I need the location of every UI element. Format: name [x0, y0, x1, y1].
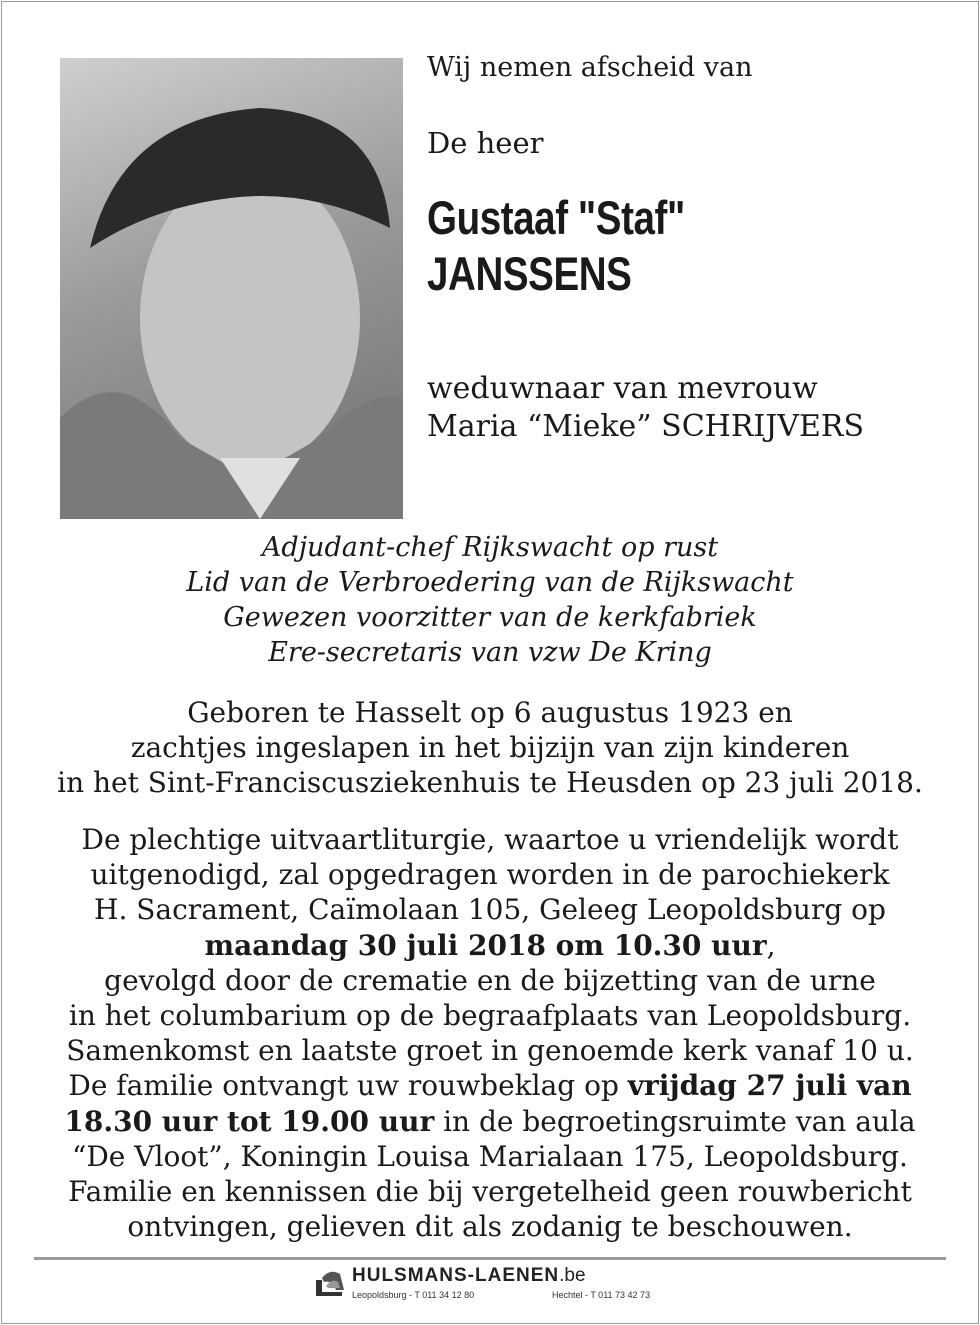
deceased-name: [427, 190, 685, 302]
visitation-time: 18.30 uur tot 19.00 uur: [64, 1104, 435, 1138]
roles-list: [0, 530, 980, 670]
widow-line-1: weduwnaar van mevrouw: [427, 371, 818, 406]
funeral-line: [0, 1104, 980, 1139]
brand-name: HULSMANS-LAENEN: [352, 1265, 560, 1286]
visitation-date: vrijdag 27 juli van: [627, 1069, 912, 1103]
funeral-line: De plechtige uitvaartliturgie, waartoe u vriendelijk wordt: [81, 823, 899, 856]
funeral-line: [0, 928, 980, 963]
title-text: De heer: [427, 126, 544, 160]
born-line: Geboren te Hasselt op 6 augustus 1923 en: [187, 696, 793, 729]
name-line-1: Gustaaf "Staf": [427, 191, 685, 244]
brand-suffix: .be: [559, 1265, 586, 1286]
intro-text: Wij nemen afscheid van: [427, 52, 753, 83]
birth-death-text: [0, 695, 980, 800]
role-item: Ere-secretaris van vzw De Kring: [268, 637, 712, 668]
text: in de begroetingsruimte van aula: [434, 1104, 916, 1138]
funeral-details: [0, 822, 980, 1244]
location-leopoldsburg: Leopoldsburg - T 011 34 12 80: [352, 1290, 475, 1300]
punctuation: ,: [766, 928, 776, 962]
name-line-2: JANSSENS: [427, 247, 632, 300]
funeral-line: “De Vloot”, Koningin Louisa Marialaan 175, Leopoldsburg.: [72, 1139, 908, 1173]
funeral-line: Familie en kennissen die bij vergetelheid geen rouwbericht: [68, 1175, 912, 1209]
funeral-line: gevolgd door de crematie en de bijzetting van de urne: [104, 963, 876, 997]
funeral-line: in het columbarium op de begraafplaats van Leopoldsburg.: [68, 999, 912, 1033]
funeral-line: H. Sacrament, Caïmolaan 105, Geleeg Leopoldsburg op: [94, 893, 886, 927]
text: De familie ontvangt uw rouwbeklag op: [68, 1069, 628, 1103]
funeral-line: Samenkomst en laatste groet in genoemde kerk vanaf 10 u.: [66, 1034, 914, 1068]
funeral-line: [0, 1068, 980, 1103]
funeral-date: maandag 30 juli 2018 om 10.30 uur: [204, 928, 767, 962]
born-line: zachtjes ingeslapen in het bijzijn van zijn kinderen: [130, 731, 850, 764]
born-line: in het Sint-Franciscusziekenhuis te Heusden op 23 juli 2018.: [57, 766, 923, 799]
funeral-line: ontvingen, gelieven dit als zodanig te beschouwen.: [127, 1210, 853, 1244]
funeral-home-logo-icon: [314, 1268, 346, 1298]
widow-text: [427, 370, 864, 446]
role-item: Lid van de Verbroedering van de Rijkswacht: [186, 567, 794, 598]
funeral-home-footer: [312, 1265, 692, 1305]
funeral-home-name: [352, 1265, 586, 1287]
portrait-photo: [60, 58, 403, 519]
funeral-line: uitgenodigd, zal opgedragen worden in de parochiekerk: [90, 858, 890, 892]
role-item: Gewezen voorzitter van de kerkfabriek: [223, 602, 757, 633]
location-hechtel: Hechtel - T 011 73 42 73: [552, 1290, 651, 1300]
role-item: Adjudant-chef Rijkswacht op rust: [261, 532, 719, 563]
widow-line-2: Maria “Mieke” SCHRIJVERS: [427, 409, 865, 444]
footer-divider: [34, 1257, 946, 1260]
